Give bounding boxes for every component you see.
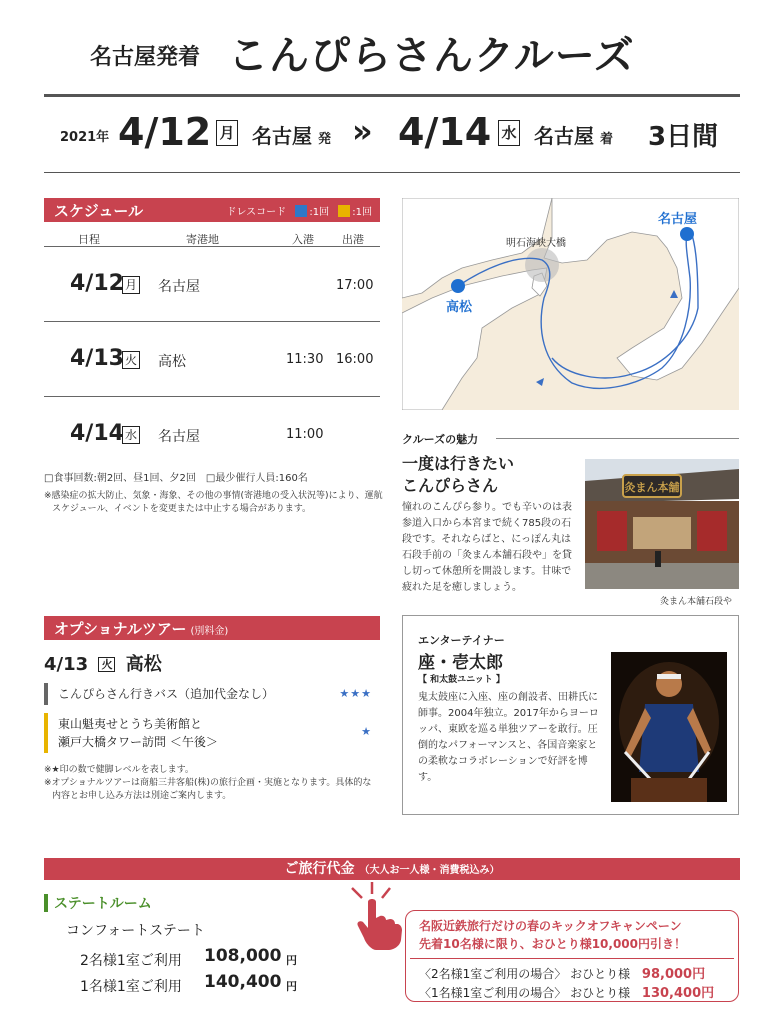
bridge-highlight: [525, 248, 559, 282]
date-banner: [60, 108, 740, 158]
optional-tour-item: [44, 683, 380, 705]
price-row-label: 2名様1室ご利用: [80, 953, 182, 969]
optional-note-3: 内容とお申し込み方法は別途ご案内します。: [52, 791, 232, 801]
price-label: ご旅行代金: [284, 861, 355, 877]
optional-tour-label: [54, 618, 228, 639]
optional-tour-item: [44, 713, 380, 753]
schedule-row-port: 名古屋: [158, 279, 200, 295]
tap-hand-icon: [346, 880, 406, 950]
stateroom-name: コンフォートステート: [66, 923, 205, 939]
schedule-row-port: 高松: [158, 354, 186, 370]
takamatsu-label: 高松: [446, 300, 473, 315]
top-rule: [44, 94, 740, 97]
schedule-divider: [44, 246, 380, 247]
schedule-label: スケジュール: [54, 202, 144, 220]
schedule-row-out: 17:00: [336, 278, 374, 293]
campaign-row-value: 130,400円: [641, 986, 715, 1001]
entertainer-role: エンターテイナー: [418, 634, 505, 647]
entertainer-body: 鬼太鼓座に入座、座の創設者、田耕氏に師事。2004年独立。2017年からヨーロッパ、東欧を巡る単独ツアーを敢行。圧倒的なパフォーマンスと、各国音楽家との柔軟なコラボレーションで好評を博す。: [418, 692, 599, 783]
col-in: 入港: [292, 233, 314, 246]
year: 2021年: [60, 130, 110, 145]
price-row-value: 140,400: [204, 972, 282, 992]
entertainer-unit: 【 和太鼓ユニット 】: [418, 675, 505, 685]
optional-tour-header: [44, 616, 380, 640]
route-map: [402, 198, 739, 410]
price-row-value: 108,000: [204, 946, 282, 966]
schedule-row-day: 月: [122, 276, 140, 294]
schedule-note-meals: □食事回数:朝2回、昼1回、夕2回 □最少催行人員:160名: [44, 473, 308, 484]
drummer-photo: [611, 652, 727, 802]
casual-dress-icon: [295, 205, 307, 217]
dress-code: [226, 203, 372, 218]
title-subtitle: 名古屋発着: [90, 45, 201, 70]
schedule-note-2: スケジュール、イベントを変更または中止する場合があります。: [52, 504, 312, 514]
schedule-row-date: 4/13: [70, 346, 124, 371]
departure-tag: 発: [318, 132, 332, 147]
shop-photo-svg: [585, 459, 739, 589]
campaign-row-label: 〈2名様1室ご利用の場合〉 おひとり様: [419, 967, 631, 981]
dress-casual-count: :1回: [309, 207, 330, 218]
optional-label-sub: (別料金): [190, 626, 229, 637]
dress-formal-count: :1回: [352, 207, 372, 218]
level-mark: [44, 713, 48, 753]
photo-steps: [585, 563, 739, 589]
land-honshu-east: [544, 198, 739, 380]
schedule-divider: [44, 396, 380, 397]
schedule-row-in: 11:00: [286, 427, 324, 442]
price-header: [44, 858, 740, 880]
nagoya-marker: [680, 227, 694, 241]
schedule-row-out: 16:00: [336, 352, 374, 367]
entertainer-name: 座・壱太郎: [418, 653, 503, 673]
col-out: 出港: [342, 233, 364, 246]
departure-port: 名古屋: [252, 124, 312, 148]
arrival-port: 名古屋: [534, 124, 594, 148]
departure-date: 4/12: [118, 110, 212, 154]
arrival-date: 4/14: [398, 110, 492, 154]
photo-banner: [597, 511, 627, 551]
level-mark: [44, 683, 48, 705]
campaign-row-label: 〈1名様1室ご利用の場合〉 おひとり様: [419, 986, 631, 1000]
highlight-body: 憧れのこんぴら参り。でも辛いのは表参道入口から本宮まで続く785段の石段です。それならばと、にっぽん丸は石段手前の「灸まん本舗石段や」を貸し切って休憩所を開設します。甘味で疲れた足を癒しましょう。: [402, 502, 572, 593]
departure-day: 月: [216, 120, 238, 146]
optional-note-2: ※オプショナルツアーは商船三井客船(株)の旅行企画・実施となります。具体的な: [44, 778, 372, 788]
highlight-title: [402, 453, 514, 497]
schedule-row-port: 名古屋: [158, 429, 200, 445]
takamatsu-marker: [451, 279, 465, 293]
dress-code-label: ドレスコード: [226, 207, 287, 218]
route-arrowhead: [536, 378, 544, 386]
arrival-tag: 着: [600, 132, 614, 147]
difficulty-stars: ★: [361, 725, 372, 738]
highlight-rule: [496, 438, 739, 439]
route-arrow: »: [352, 112, 373, 150]
photo-banner: [697, 511, 727, 551]
schedule-row-day: 水: [122, 426, 140, 444]
photo-person: [655, 551, 661, 567]
formal-dress-icon: [338, 205, 350, 217]
optional-note-1: ※★印の数で健脚レベルを表します。: [44, 765, 194, 775]
photo-sign-text: 灸まん本舗: [624, 481, 680, 494]
photo-headband: [657, 674, 681, 679]
highlight-heading: クルーズの魅力: [402, 433, 479, 446]
schedule-row-in: 11:30: [286, 352, 324, 367]
optional-item-title-2: 瀬戸大橋タワー訪問 ＜午後＞: [58, 735, 218, 749]
highlight-title-line2: こんぴらさん: [402, 476, 499, 495]
bottom-rule: [44, 172, 740, 173]
photo-window: [633, 517, 691, 549]
arrival-day: 水: [498, 120, 520, 146]
photo-drum: [631, 778, 707, 802]
schedule-row-date: 4/14: [70, 421, 124, 446]
campaign-row: [419, 963, 705, 982]
schedule-row-day: 火: [122, 351, 140, 369]
optional-port: 高松: [125, 654, 162, 675]
campaign-subtitle: 先着10名様に限り、おひとり様10,000円引き！: [419, 937, 687, 951]
campaign-row-value: 98,000円: [641, 967, 706, 982]
optional-day: 火: [98, 657, 115, 672]
price-row-unit: 円: [286, 954, 297, 967]
campaign-row: [419, 982, 714, 1001]
stateroom-mark: [44, 894, 48, 912]
schedule-header: [44, 198, 380, 222]
price-label-sub: （大人お一人様・消費税込み）: [359, 865, 500, 876]
col-port: 寄港地: [186, 233, 219, 246]
shop-photo: [585, 459, 739, 589]
campaign-title: 名阪近鉄旅行だけの春のキックオフキャンペーン: [419, 919, 682, 933]
page-title: こんぴらさんクルーズ: [228, 33, 635, 79]
optional-label-text: オプショナルツアー: [54, 620, 187, 638]
shop-photo-caption: 灸まん本舗石段や: [660, 597, 733, 607]
route-arrowhead: [670, 290, 678, 298]
schedule-row-date: 4/12: [70, 271, 124, 296]
price-row-label: 1名様1室ご利用: [80, 979, 182, 995]
drummer-photo-svg: [611, 652, 727, 802]
campaign-divider: [410, 958, 734, 959]
price-row-unit: 円: [286, 980, 297, 993]
schedule-divider: [44, 321, 380, 322]
optional-date: 4/13: [44, 654, 89, 675]
difficulty-stars: ★★★: [339, 687, 372, 700]
highlight-title-line1: 一度は行きたい: [402, 454, 515, 473]
stateroom-label: ステートルーム: [54, 896, 152, 912]
bridge-label: 明石海峡大橋: [506, 238, 566, 249]
nagoya-label: 名古屋: [658, 212, 698, 227]
col-date: 日程: [78, 233, 100, 246]
optional-item-title: こんぴらさん行きバス（追加代金なし）: [58, 687, 275, 701]
optional-item-title: 東山魁夷せとうち美術館と: [58, 717, 203, 731]
optional-tour-date: [44, 650, 162, 676]
trip-duration: 3日間: [648, 122, 719, 152]
schedule-note-1: ※感染症の拡大防止、気象・海象、その他の事情(寄港地の受入状況等)により、運航: [44, 491, 383, 501]
